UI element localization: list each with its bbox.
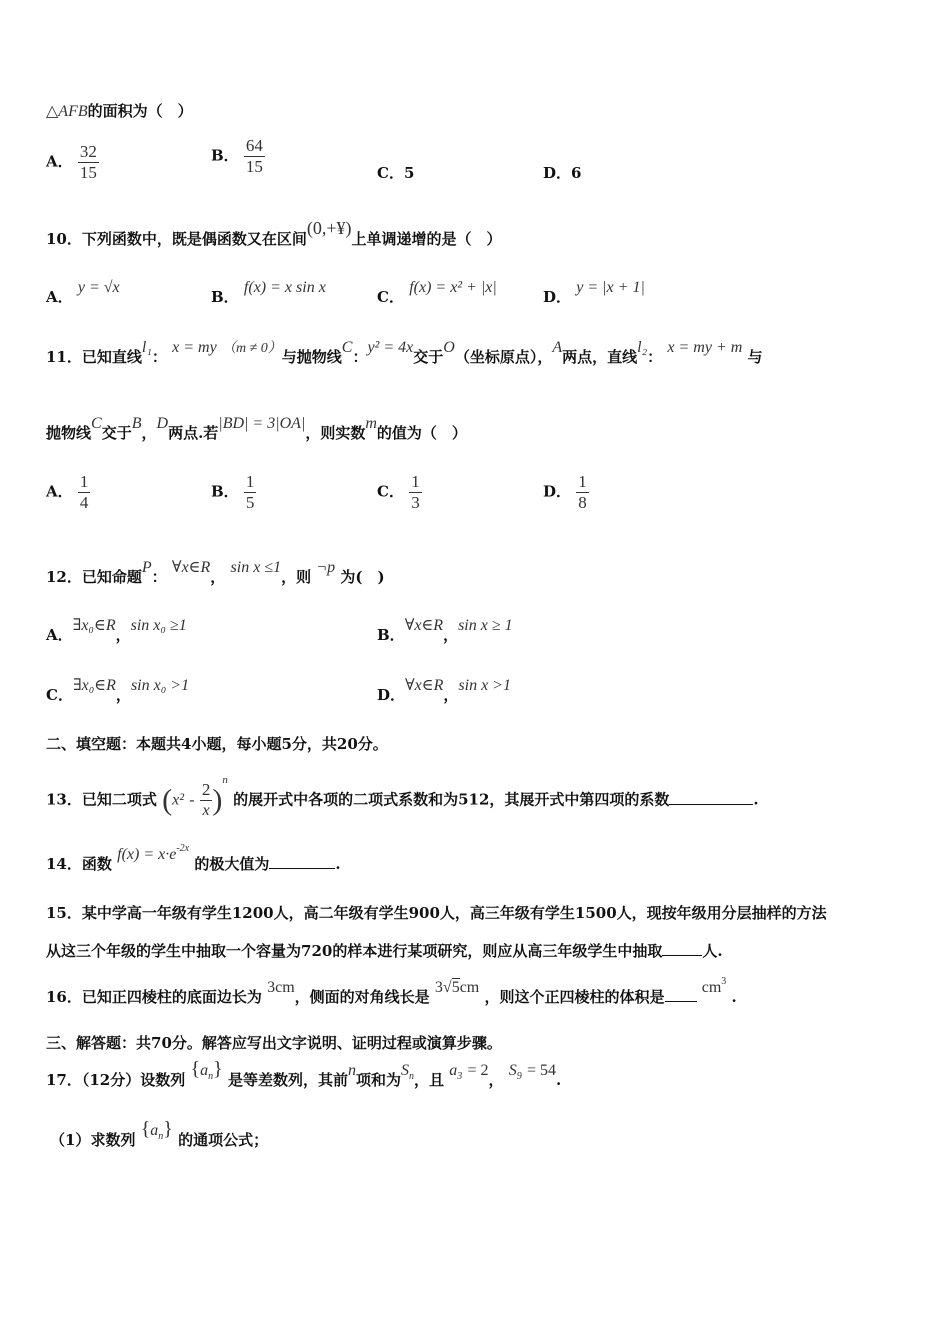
q14-answer-blank[interactable] <box>269 854 335 869</box>
q10-interval: (0,+¥) <box>306 218 352 238</box>
fraction: $\frac{64}{15}$ <box>245 136 263 176</box>
q12-option-a[interactable]: A．∃x₀∈R，sin x₀ ≥1 <box>46 617 187 644</box>
q15-answer-blank[interactable] <box>662 941 702 956</box>
section-2-heading: 二、填空题：本题共4小题，每小题5分，共20分。 <box>46 735 388 753</box>
fraction: $\frac{1}{3}$ <box>411 472 420 512</box>
q12-stem: 12．已知命题P： ∀x∈R， sin x ≤1，则 ¬p 为( ) <box>46 559 385 586</box>
fraction: $\frac{1}{5}$ <box>245 472 255 512</box>
q10-option-b[interactable]: B． f(x) = x sin x <box>211 279 326 306</box>
q13-answer-blank[interactable] <box>669 790 753 805</box>
q15-line1: 15．某中学高一年级有学生1200人，高二年级有学生900人，高三年级有学生1500人，现按年级用分层抽样的方法 <box>46 904 827 922</box>
section-3-heading: 三、解答题：共70分。解答应写出文字说明、证明过程或演算步骤。 <box>46 1034 502 1052</box>
q9-option-d[interactable]: D．6 <box>543 164 582 182</box>
q17-stem: 17．（12分）设数列 $\{a_n\}$ 是等差数列，其前n项和为$S_n$，且 $a_3 = 2$， $S_9 = 54$. <box>46 1058 562 1089</box>
q9-option-a[interactable]: A． $\frac{32}{15}$ <box>46 142 97 182</box>
q11-stem-line2: 抛物线C交于B，D两点.若|BD| = 3|OA|，则实数m的值为（ ） <box>46 415 467 442</box>
fraction: $\frac{32}{15}$ <box>79 142 97 182</box>
fraction: $\frac{1}{8}$ <box>578 472 587 512</box>
q11-option-b[interactable]: B． $\frac{1}{5}$ <box>211 472 255 512</box>
q16-answer-blank[interactable] <box>665 987 697 1002</box>
q14-stem: 14．函数 $f(x) = x\cdot e^{-2x}$ 的极大值为 . <box>46 843 341 873</box>
q9-triangle-math: △AFB <box>46 103 88 120</box>
q11-stem-line1: 11．已知直线l₁： x = my （m ≠ 0）与抛物线C：y² = 4x交于O（坐标原点），A两点，直线l₂： x = my + m 与 <box>46 339 763 366</box>
q16-stem: 16．已知正四棱柱的底面边长为 3cm，侧面的对角线长是 3√5cm ，则这个正四棱柱的体积是 $cm^3$ . <box>46 976 737 1006</box>
q12-option-d[interactable]: D．∀x∈R，sin x >1 <box>377 677 511 704</box>
q10-option-c[interactable]: C． f(x) = x² + |x| <box>377 279 497 306</box>
q15-line2: 从这三个年级的学生中抽取一个容量为720的样本进行某项研究，则应从高三年级学生中抽取 人. <box>46 942 723 960</box>
q9-option-c[interactable]: C．5 <box>377 164 415 182</box>
q11-option-d[interactable]: D． $\frac{1}{8}$ <box>543 472 587 512</box>
q12-option-b[interactable]: B．∀x∈R，sin x ≥ 1 <box>377 617 513 644</box>
fraction: $\frac{2}{x}$ <box>201 780 211 819</box>
q10-option-a[interactable]: A． y = √x <box>46 279 120 306</box>
q17-part1: （1）求数列 $\{a_n\}$ 的通项公式； <box>50 1118 269 1149</box>
q12-option-c[interactable]: C．∃x₀∈R，sin x₀ >1 <box>46 677 190 704</box>
q10-option-d[interactable]: D． y = |x + 1| <box>543 279 645 306</box>
q9-stem: △AFB的面积为（ ） <box>46 102 193 120</box>
fraction: $\frac{1}{4}$ <box>79 472 89 512</box>
q11-option-c[interactable]: C． $\frac{1}{3}$ <box>377 472 420 512</box>
q13-stem: 13．已知二项式 (x² - $\frac{2}{x}$ )$^n$ 的展开式中各项的二项式系数和为512，其展开式中第四项的系数 . <box>46 773 759 819</box>
q11-option-a[interactable]: A． $\frac{1}{4}$ <box>46 472 89 512</box>
q10-stem: 10．下列函数中，既是偶函数又在区间(0,+¥)上单调递增的是（ ） <box>46 218 502 248</box>
q9-option-b[interactable]: B． $\frac{64}{15}$ <box>211 136 263 176</box>
